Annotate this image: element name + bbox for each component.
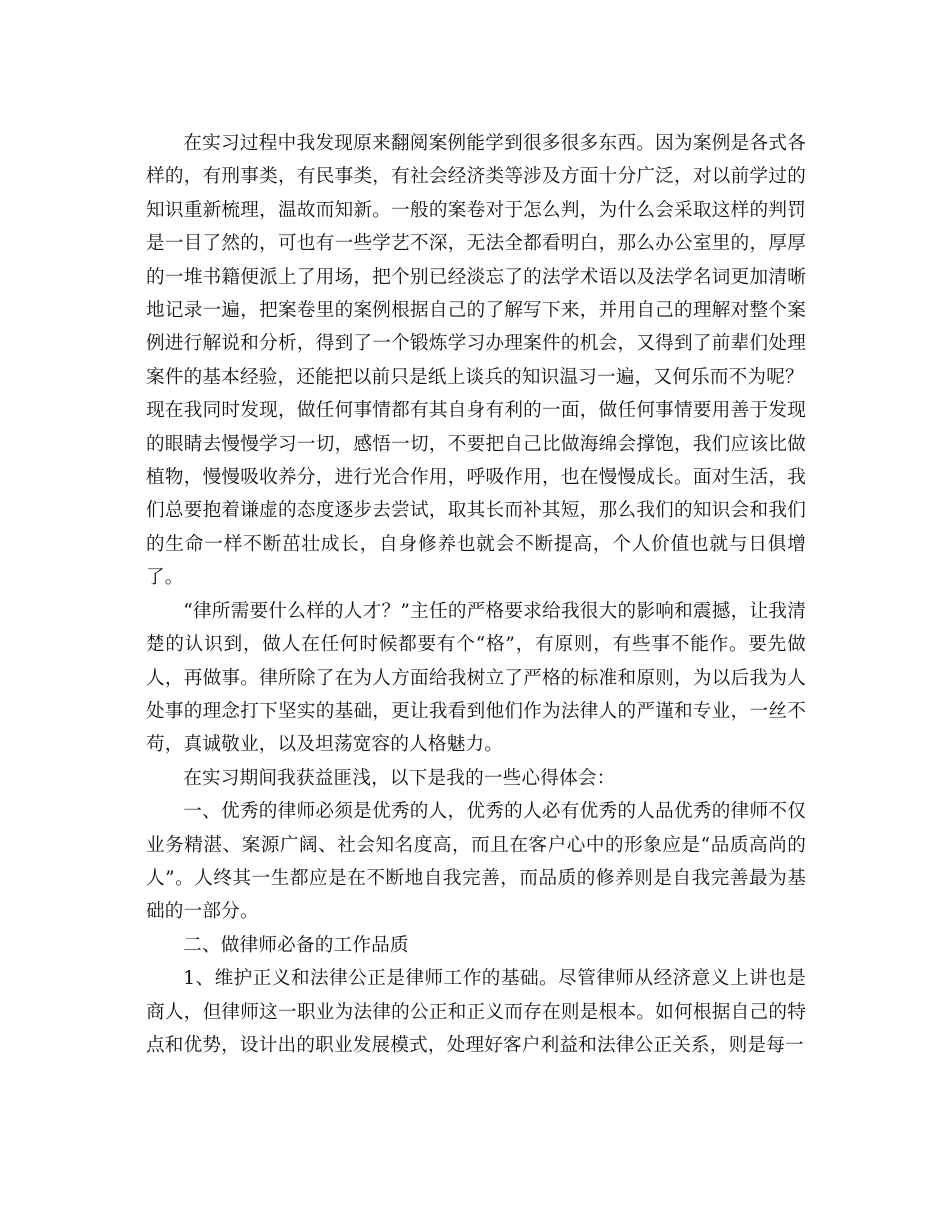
- paragraph-point-two-heading: 二、做律师必备的工作品质: [183, 934, 409, 956]
- paragraph-point-one: 一、优秀的律师必须是优秀的人，优秀的人必有优秀的人品优秀的律师不仅业务精湛、案源广阔、社会知名度高，而且在客户心中的形象应是“品质高尚的人”。人终其一生都应是在不断地自我完善，而品质的修养则是自我完善最为基础的一部分。: [146, 801, 806, 923]
- paragraph-discovery: 现在我同时发现，做任何事情都有其自身有利的一面，做任何事情要用善于发现的眼睛去慢慢学习一切，感悟一切，不要把自己比做海绵会撑饱，我们应该比做植物，慢慢吸收养分，进行光合作用，呼吸作用，也在慢慢成长。面对生活，我们总要抱着谦虚的态度逐步去尝试，取其长而补其短，那么我们的知识会和我们的生命一样不断茁壮成长，自身修养也就会不断提高，个人价值也就与日俱增了。: [146, 400, 806, 589]
- paragraph-case-study: 在实习过程中我发现原来翻阅案例能学到很多很多东西。因为案例是各式各样的，有刑事类，有民事类，有社会经济类等涉及方面十分广泛，对以前学过的知识重新梳理，温故而知新。一般的案卷对于怎么判，为什么会采取这样的判罚是一目了然的，可也有一些学艺不深，无法全都看明白，那么办公室里的，厚厚的一堆书籍便派上了用场，把个别已经淡忘了的法学术语以及法学名词更加清晰地记录一遍，把案卷里的案例根据自己的了解写下来，并用自己的理解对整个案例进行解说和分析，得到了一个锻炼学习办理案件的机会，又得到了前辈们处理案件的基本经验，还能把以前只是纸上谈兵的知识温习一遍，又何乐而不为呢？: [146, 133, 806, 388]
- paragraph-point-two-item-one: 1、维护正义和法律公正是律师工作的基础。尽管律师从经济意义上讲也是商人，但律师这一职业为法律的公正和正义而存在则是根本。如何根据自己的特点和优势，设计出的职业发展模式，处理好客户利益和法律公正关系，则是每一: [146, 968, 806, 1056]
- paragraph-talent: “律所需要什么样的人才？”主任的严格要求给我很大的影响和震撼，让我清楚的认识到，做人在任何时候都要有个“格”，有原则，有些事不能作。要先做人，再做事。律所除了在为人方面给我树立了严格的标准和原则，为以后我为人处事的理念打下坚实的基础，更让我看到他们作为法律人的严谨和专业，一丝不苟，真诚敬业，以及坦荡宽容的人格魅力。: [146, 600, 806, 756]
- document-body: [146, 127, 806, 1062]
- paragraph-gains: 在实习期间我获益匪浅，以下是我的一些心得体会：: [183, 767, 616, 789]
